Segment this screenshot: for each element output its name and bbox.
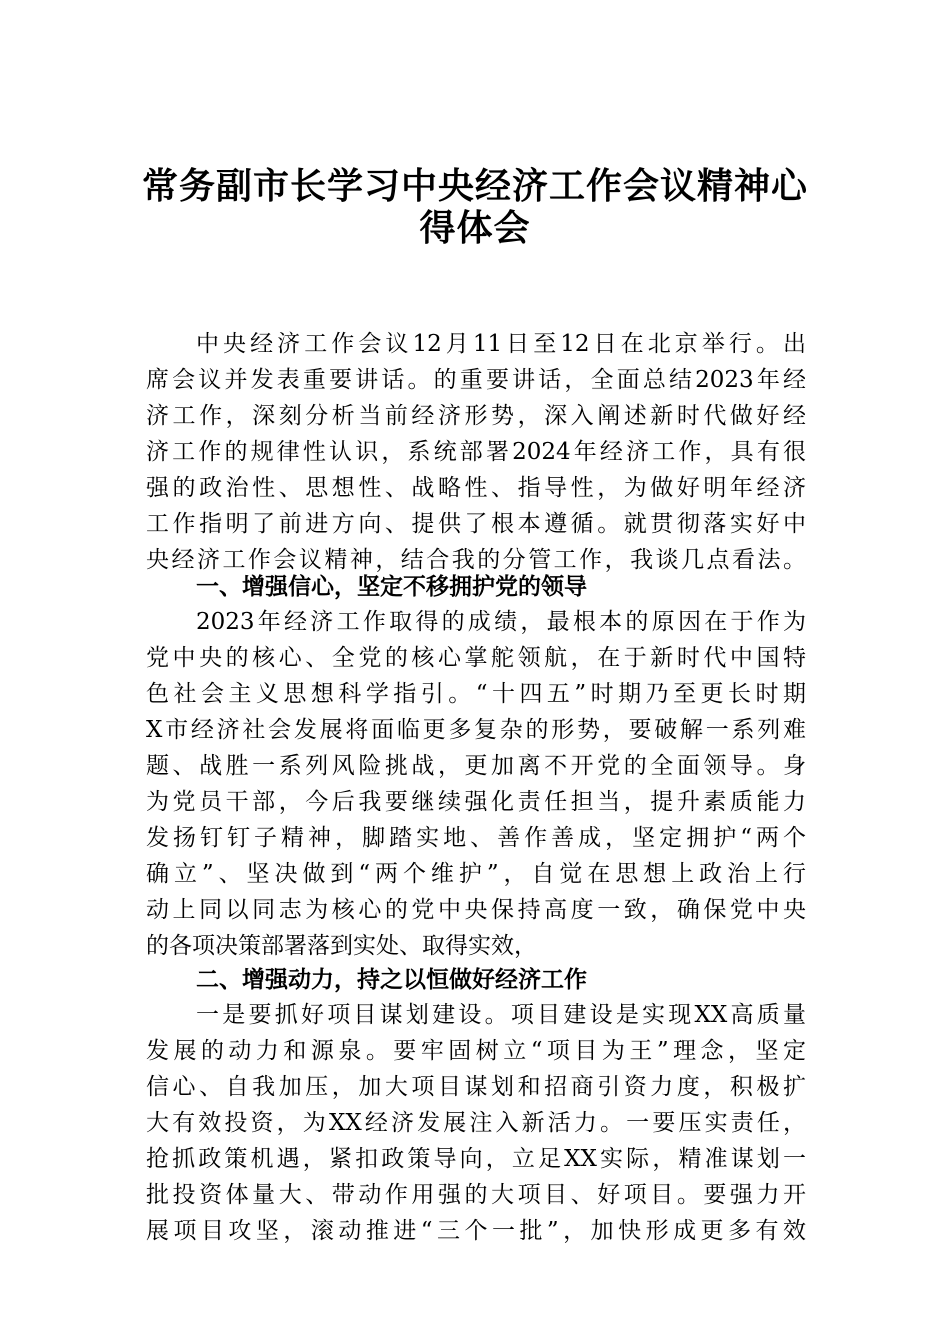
- paragraph-line: 席会议并发表重要讲话。的重要讲话，全面总结2023年经: [146, 367, 806, 393]
- paragraph-line: 色社会主义思想科学指引。“十四五”时期乃至更长时期: [146, 681, 806, 707]
- section-heading-1: 一、增强信心，坚定不移拥护党的领导: [196, 574, 587, 600]
- paragraph-line: 动上同以同志为核心的党中央保持高度一致，确保党中央: [146, 897, 806, 923]
- paragraph-line: 信心、自我加压，加大项目谋划和招商引资力度，积极扩: [146, 1074, 806, 1100]
- paragraph-line: X市经济社会发展将面临更多复杂的形势，要破解一系列难: [146, 717, 806, 743]
- paragraph-line: 发扬钉钉子精神，脚踏实地、善作善成，坚定拥护“两个: [146, 825, 806, 851]
- paragraph-line: 济工作，深刻分析当前经济形势，深入阐述新时代做好经: [146, 403, 806, 429]
- document-title-line-2: 得体会: [419, 207, 531, 249]
- paragraph-line: 展项目攻坚，滚动推进“三个一批”，加快形成更多有效: [146, 1218, 806, 1244]
- paragraph-line: 2023年经济工作取得的成绩，最根本的原因在于作为: [196, 609, 806, 635]
- paragraph-line: 工作指明了前进方向、提供了根本遵循。就贯彻落实好中: [146, 511, 806, 537]
- paragraph-line: 为党员干部，今后我要继续强化责任担当，提升素质能力: [146, 789, 806, 815]
- document-title-line-1: 常务副市长学习中央经济工作会议精神心: [141, 165, 808, 207]
- paragraph-line: 大有效投资，为XX经济发展注入新活力。一要压实责任，: [146, 1110, 806, 1136]
- paragraph-line: 题、战胜一系列风险挑战，更加离不开党的全面领导。身: [146, 753, 806, 779]
- paragraph-line: 央经济工作会议精神，结合我的分管工作，我谈几点看法。: [146, 547, 806, 573]
- paragraph-line: 确立”、坚决做到“两个维护”，自觉在思想上政治上行: [146, 861, 806, 887]
- paragraph-line: 抢抓政策机遇，紧扣政策导向，立足XX实际，精准谋划一: [146, 1146, 806, 1172]
- paragraph-line: 发展的动力和源泉。要牢固树立“项目为王”理念，坚定: [146, 1038, 806, 1064]
- paragraph-line: 中央经济工作会议12月11日至12日在北京举行。出: [196, 331, 806, 357]
- paragraph-line: 批投资体量大、带动作用强的大项目、好项目。要强力开: [146, 1182, 806, 1208]
- paragraph-line: 济工作的规律性认识，系统部署2024年经济工作，具有很: [146, 439, 806, 465]
- paragraph-line: 强的政治性、思想性、战略性、指导性，为做好明年经济: [146, 475, 806, 501]
- paragraph-line: 一是要抓好项目谋划建设。项目建设是实现XX高质量: [196, 1002, 806, 1028]
- paragraph-line: 的各项决策部署落到实处、取得实效，: [146, 933, 537, 959]
- paragraph-line: 党中央的核心、全党的核心掌舵领航，在于新时代中国特: [146, 645, 806, 671]
- section-heading-2: 二、增强动力，持之以恒做好经济工作: [196, 967, 587, 993]
